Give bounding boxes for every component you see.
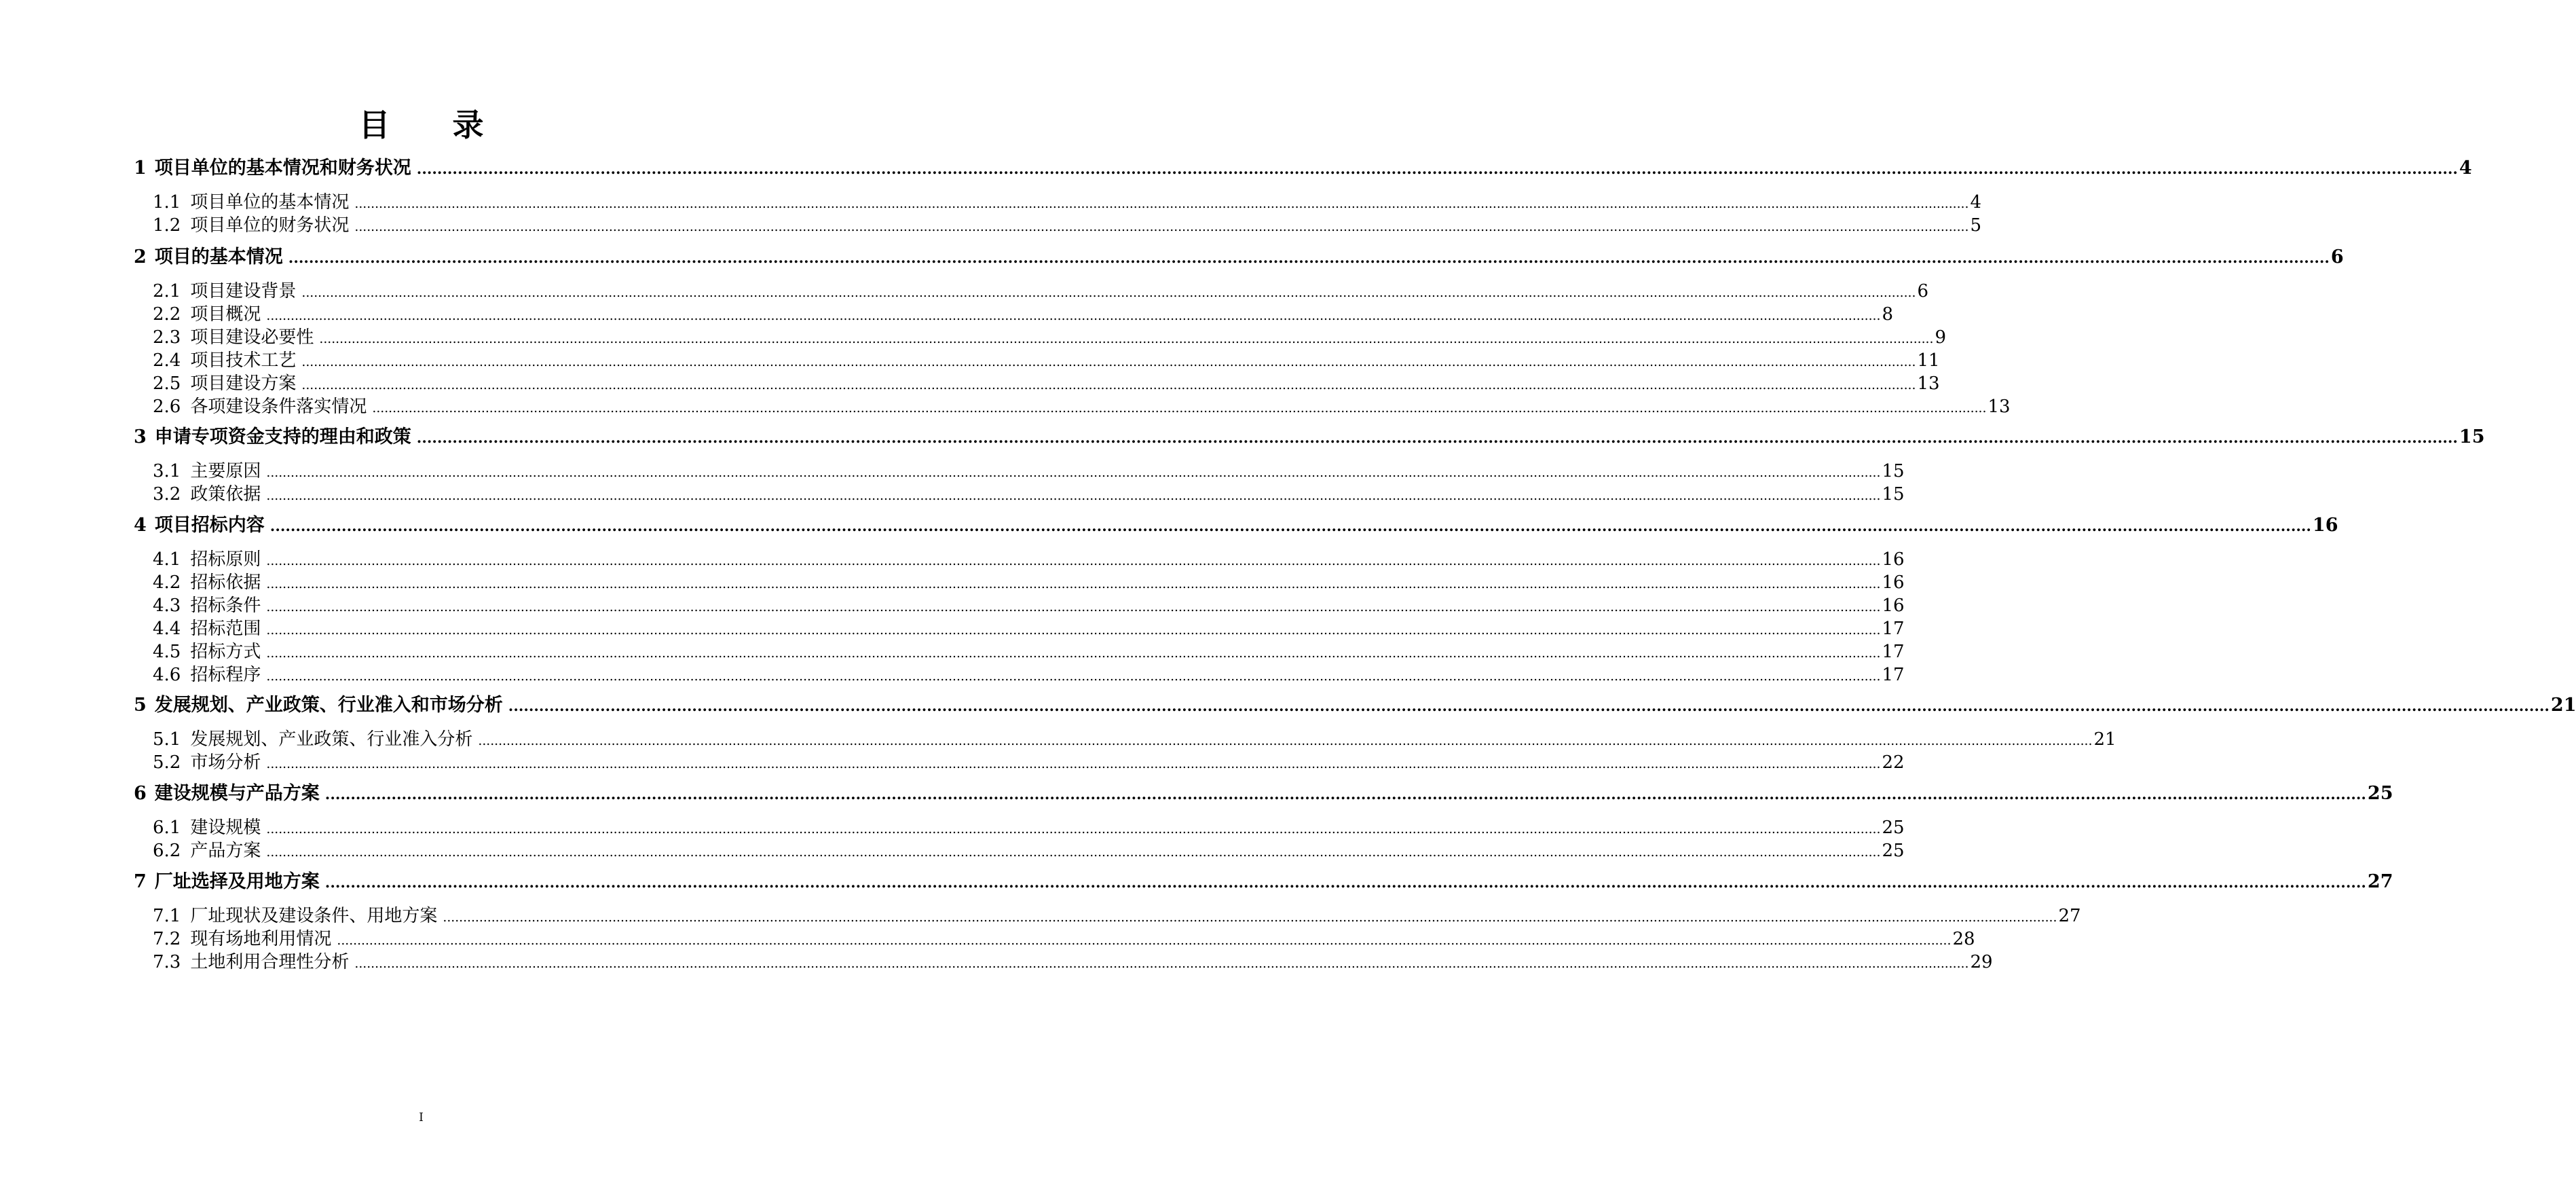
toc-entry-number: 7.3 (153, 952, 181, 972)
page-number: I (419, 1111, 424, 1124)
toc-entry-title: 招标原则 (190, 549, 261, 570)
toc-entry[interactable] (134, 422, 2485, 448)
toc-entry-title: 市场分析 (190, 752, 261, 773)
toc-entry-title: 项目技术工艺 (190, 350, 297, 371)
toc-entry-page: 21 (2093, 729, 2116, 750)
toc-entry-title: 项目单位的基本情况 (190, 192, 350, 213)
toc-entry-page: 13 (1987, 397, 2011, 417)
toc-entry-page: 27 (2367, 871, 2393, 892)
toc-entry-page: 8 (1882, 304, 1893, 325)
toc-entry-title: 项目单位的基本情况和财务状况 (154, 158, 411, 179)
toc-dot-leader: ................................................................................................................................................................................................................................................................................................................................................................................................................ (301, 355, 1916, 369)
toc-dot-leader: ................................................................................................................................................................................................................................................................................................................................................................................................................ (266, 554, 1881, 568)
toc-entry-number: 2.2 (153, 304, 181, 325)
toc-entry-title: 项目建设必要性 (190, 327, 314, 348)
toc-entry-number: 4.1 (153, 549, 181, 570)
toc-entry[interactable] (134, 866, 2393, 893)
toc-entry[interactable] (153, 480, 1905, 505)
toc-entry-title: 土地利用合理性分析 (190, 952, 350, 972)
toc-dot-leader: ................................................................................................................................................................................................................................................................................................................................................................................................................ (301, 378, 1916, 392)
toc-entry-number: 6.2 (153, 841, 181, 861)
toc-entry-title: 厂址现状及建设条件、用地方案 (190, 906, 438, 926)
toc-entry-title: 招标方式 (190, 642, 261, 662)
toc-entry[interactable] (153, 211, 1981, 236)
toc-entry-title: 招标程序 (190, 665, 261, 685)
toc-entry[interactable] (153, 638, 1905, 663)
toc-entry[interactable] (134, 242, 2344, 268)
toc-entry-title: 建设规模 (190, 818, 261, 838)
toc-entry-number: 4.4 (153, 619, 181, 639)
toc-dot-leader: ................................................................................................................................................................................................................................................................................................................................................................................................................ (269, 518, 2311, 535)
toc-dot-leader: ................................................................................................................................................................................................................................................................................................................................................................................................................ (266, 646, 1881, 661)
toc-entry-number: 7 (134, 871, 147, 892)
toc-entry-title: 现有场地利用情况 (190, 929, 332, 949)
toc-entry-number: 1.2 (153, 215, 181, 236)
toc-entry[interactable] (153, 948, 1993, 973)
toc-entry[interactable] (153, 457, 1905, 482)
toc-entry-page: 16 (1882, 549, 1905, 570)
toc-entry-title: 发展规划、产业政策、行业准入分析 (190, 729, 473, 750)
toc-entry-title: 申请专项资金支持的理由和政策 (154, 426, 411, 447)
toc-dot-leader: ................................................................................................................................................................................................................................................................................................................................................................................................................ (266, 845, 1881, 860)
toc-dot-leader: ................................................................................................................................................................................................................................................................................................................................................................................................................ (354, 220, 1969, 234)
toc-entry[interactable] (153, 188, 1981, 213)
toc-entry-title: 项目建设方案 (190, 373, 297, 394)
toc-dot-leader: ................................................................................................................................................................................................................................................................................................................................................................................................................ (416, 430, 2458, 447)
toc-dot-leader: ................................................................................................................................................................................................................................................................................................................................................................................................................ (266, 757, 1881, 771)
toc-entry-number: 7.2 (153, 929, 181, 949)
toc-entry[interactable] (153, 277, 1928, 302)
toc-entry-number: 5 (134, 695, 147, 716)
toc-entry-number: 3.1 (153, 461, 181, 481)
toc-dot-leader: ................................................................................................................................................................................................................................................................................................................................................................................................................ (478, 734, 2093, 748)
toc-dot-leader: ................................................................................................................................................................................................................................................................................................................................................................................................................ (266, 670, 1881, 684)
toc-entry-number: 4 (134, 515, 147, 536)
toc-entry-page: 28 (1952, 929, 1975, 949)
toc-entry-title: 招标范围 (190, 619, 261, 639)
toc-entry[interactable] (153, 661, 1905, 686)
toc-entry-number: 1.1 (153, 192, 181, 213)
toc-entry-page: 13 (1917, 373, 1940, 394)
toc-entry[interactable] (153, 615, 1905, 640)
toc-entry[interactable] (153, 300, 1893, 325)
toc-dot-leader: ................................................................................................................................................................................................................................................................................................................................................................................................................ (266, 600, 1881, 615)
toc-entry-number: 4.6 (153, 665, 181, 685)
page-title: 目 录 (358, 107, 510, 143)
toc-entry[interactable] (134, 510, 2338, 536)
toc-entry-title: 产品方案 (190, 841, 261, 861)
toc-entry-title: 发展规划、产业政策、行业准入和市场分析 (154, 695, 503, 716)
toc-entry-title: 项目招标内容 (154, 515, 265, 536)
toc-entry-page: 15 (1882, 461, 1905, 481)
toc-dot-leader: ................................................................................................................................................................................................................................................................................................................................................................................................................ (416, 161, 2458, 178)
toc-dot-leader: ................................................................................................................................................................................................................................................................................................................................................................................................................ (266, 623, 1881, 638)
toc-dot-leader: ................................................................................................................................................................................................................................................................................................................................................................................................................ (301, 286, 1916, 300)
toc-entry-page: 17 (1882, 642, 1905, 662)
toc-dot-leader: ................................................................................................................................................................................................................................................................................................................................................................................................................ (354, 957, 1969, 971)
toc-entry-title: 项目的基本情况 (154, 246, 283, 268)
toc-entry-number: 2.1 (153, 281, 181, 301)
toc-entry-page: 15 (2459, 426, 2485, 447)
toc-dot-leader: ................................................................................................................................................................................................................................................................................................................................................................................................................ (266, 822, 1881, 837)
toc-entry[interactable] (153, 323, 1946, 348)
toc-entry-number: 4.5 (153, 642, 181, 662)
toc-entry-page: 25 (1882, 841, 1905, 861)
toc-dot-leader: ................................................................................................................................................................................................................................................................................................................................................................................................................ (266, 577, 1881, 591)
toc-entry-page: 29 (1970, 952, 1993, 972)
toc-entry[interactable] (153, 369, 1940, 395)
toc-entry-page: 17 (1882, 665, 1905, 685)
toc-entry-number: 3.2 (153, 484, 181, 505)
toc-dot-leader: ................................................................................................................................................................................................................................................................................................................................................................................................................ (508, 698, 2550, 715)
toc-entry-page: 21 (2550, 695, 2576, 716)
toc-entry-page: 11 (1917, 350, 1940, 371)
toc-entry-page: 6 (2330, 246, 2344, 268)
toc-entry-number: 2.6 (153, 397, 181, 417)
toc-entry-page: 25 (1882, 818, 1905, 838)
toc-entry[interactable] (153, 392, 2011, 418)
toc-dot-leader: ................................................................................................................................................................................................................................................................................................................................................................................................................ (324, 875, 2366, 892)
toc-entry-number: 1 (134, 158, 147, 179)
toc-dot-leader: ................................................................................................................................................................................................................................................................................................................................................................................................................ (288, 250, 2330, 267)
toc-entry[interactable] (134, 778, 2393, 805)
toc-entry-title: 各项建设条件落实情况 (190, 397, 367, 417)
toc-dot-leader: ................................................................................................................................................................................................................................................................................................................................................................................................................ (354, 197, 1969, 211)
toc-entry-page: 15 (1882, 484, 1905, 505)
toc-entry-title: 厂址选择及用地方案 (154, 871, 320, 892)
toc-entry[interactable] (134, 690, 2576, 716)
toc-entry-number: 4.2 (153, 572, 181, 593)
toc-entry[interactable] (153, 813, 1905, 839)
toc-dot-leader: ................................................................................................................................................................................................................................................................................................................................................................................................................ (337, 934, 1952, 948)
toc-entry-title: 主要原因 (190, 461, 261, 481)
toc-entry-page: 22 (1882, 752, 1905, 773)
toc-entry-title: 项目建设背景 (190, 281, 297, 301)
toc-entry[interactable] (153, 925, 1975, 950)
toc-entry[interactable] (153, 545, 1905, 570)
toc-dot-leader: ................................................................................................................................................................................................................................................................................................................................................................................................................ (443, 911, 2057, 925)
toc-entry-number: 2.3 (153, 327, 181, 348)
toc-entry-number: 6.1 (153, 818, 181, 838)
toc-dot-leader: ................................................................................................................................................................................................................................................................................................................................................................................................................ (372, 401, 1987, 416)
toc-entry[interactable] (153, 591, 1905, 617)
toc-entry-number: 3 (134, 426, 147, 447)
toc-entry-title: 招标依据 (190, 572, 261, 593)
toc-entry-number: 2.5 (153, 373, 181, 394)
toc-dot-leader: ................................................................................................................................................................................................................................................................................................................................................................................................................ (319, 332, 1934, 346)
toc-entry-page: 25 (2367, 783, 2393, 804)
toc-entry-number: 6 (134, 783, 147, 804)
toc-entry[interactable] (134, 153, 2472, 179)
toc-entry-title: 政策依据 (190, 484, 261, 505)
toc-entry-number: 2.4 (153, 350, 181, 371)
toc-dot-leader: ................................................................................................................................................................................................................................................................................................................................................................................................................ (266, 466, 1881, 480)
toc-dot-leader: ................................................................................................................................................................................................................................................................................................................................................................................................................ (324, 786, 2366, 803)
toc-entry-number: 7.1 (153, 906, 181, 926)
toc-entry[interactable] (153, 346, 1940, 371)
toc-entry-number: 2 (134, 246, 147, 268)
toc-dot-leader: ................................................................................................................................................................................................................................................................................................................................................................................................................ (266, 489, 1881, 503)
toc-entry[interactable] (153, 568, 1905, 593)
toc-entry-page: 9 (1935, 327, 1946, 348)
toc-entry-page: 16 (1882, 596, 1905, 616)
toc-entry[interactable] (153, 902, 2081, 927)
toc-entry-title: 项目单位的财务状况 (190, 215, 350, 236)
toc-entry-page: 16 (1882, 572, 1905, 593)
toc-entry-number: 4.3 (153, 596, 181, 616)
toc-entry[interactable] (153, 748, 1905, 773)
toc-entry-number: 5.2 (153, 752, 181, 773)
toc-entry-title: 建设规模与产品方案 (154, 783, 320, 804)
toc-entry-page: 27 (2058, 906, 2081, 926)
toc-entry[interactable] (153, 837, 1905, 862)
toc-entry-page: 6 (1917, 281, 1928, 301)
toc-entry-page: 17 (1882, 619, 1905, 639)
toc-entry[interactable] (153, 725, 2116, 750)
toc-entry-page: 4 (1970, 192, 1981, 213)
toc-entry-page: 5 (1970, 215, 1981, 236)
toc-entry-page: 4 (2459, 158, 2472, 179)
toc-dot-leader: ................................................................................................................................................................................................................................................................................................................................................................................................................ (266, 309, 1881, 323)
toc-entry-title: 招标条件 (190, 596, 261, 616)
toc-entry-title: 项目概况 (190, 304, 261, 325)
toc-entry-number: 5.1 (153, 729, 181, 750)
toc-entry-page: 16 (2312, 515, 2338, 536)
